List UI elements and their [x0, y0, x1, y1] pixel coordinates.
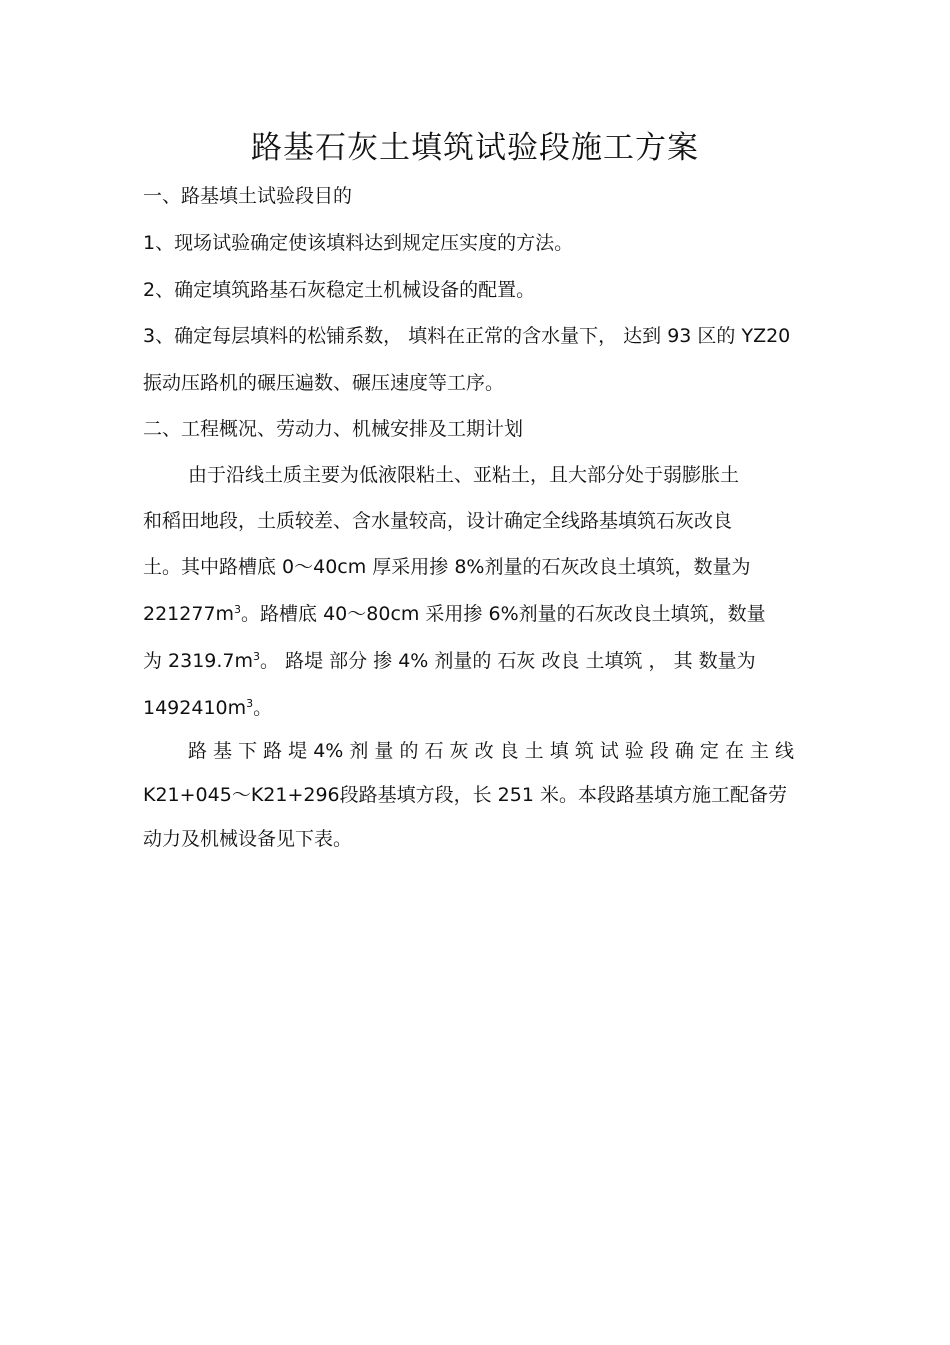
paragraph-2-line-3: 动力及机械设备见下表。 [143, 828, 353, 850]
document-title: 路基石灰土填筑试验段施工方案 [251, 130, 699, 166]
superscript: 3 [234, 603, 242, 616]
purpose-item-3-line-1: 3、确定每层填料的松铺系数， 填料在正常的含水量下， 达到 93 区的 YZ20 [143, 325, 791, 347]
paragraph-1-line-4 [143, 601, 766, 627]
text-fragment: 。 路堤 部分 掺 4% 剂量的 石灰 改良 土填筑 ， 其 数量为 [260, 650, 756, 672]
purpose-item-2: 2、确定填筑路基石灰稳定土机械设备的配置。 [143, 279, 536, 301]
paragraph-1-line-5 [143, 648, 756, 674]
paragraph-2-line-2: K21+045～K21+296段路基填方段，长 251 米。本段路基填方施工配备劳 [143, 784, 787, 806]
paragraph-1-line-2: 和稻田地段，土质较差、含水量较高，设计确定全线路基填筑石灰改良 [143, 510, 733, 532]
section-2-heading: 二、工程概况、劳动力、机械安排及工期计划 [143, 418, 524, 440]
paragraph-1-line-1: 由于沿线土质主要为低液限粘土、亚粘土，且大部分处于弱膨胀土 [188, 464, 740, 486]
superscript: 3 [246, 697, 254, 710]
paragraph-1-line-3: 土。其中路槽底 0～40cm 厚采用掺 8%剂量的石灰改良土填筑，数量为 [143, 556, 751, 578]
quantity-value: 为 2319.7m [143, 650, 254, 672]
purpose-item-1: 1、现场试验确定使该填料达到规定压实度的方法。 [143, 232, 574, 254]
purpose-item-3-line-2: 振动压路机的碾压遍数、碾压速度等工序。 [143, 372, 505, 394]
quantity-value: 221277m [143, 603, 235, 625]
paragraph-1-line-6 [143, 695, 272, 721]
paragraph-2-line-1: 路 基 下 路 堤 4% 剂 量 的 石 灰 改 良 土 填 筑 试 验 段 确 定 在 主 线 [188, 740, 795, 762]
text-fragment: 。路槽底 40～80cm 采用掺 6%剂量的石灰改良土填筑，数量 [241, 603, 766, 625]
section-1-heading: 一、路基填土试验段目的 [143, 185, 353, 207]
superscript: 3 [253, 650, 261, 663]
text-fragment: 。 [253, 697, 273, 719]
quantity-value: 1492410m [143, 697, 247, 719]
